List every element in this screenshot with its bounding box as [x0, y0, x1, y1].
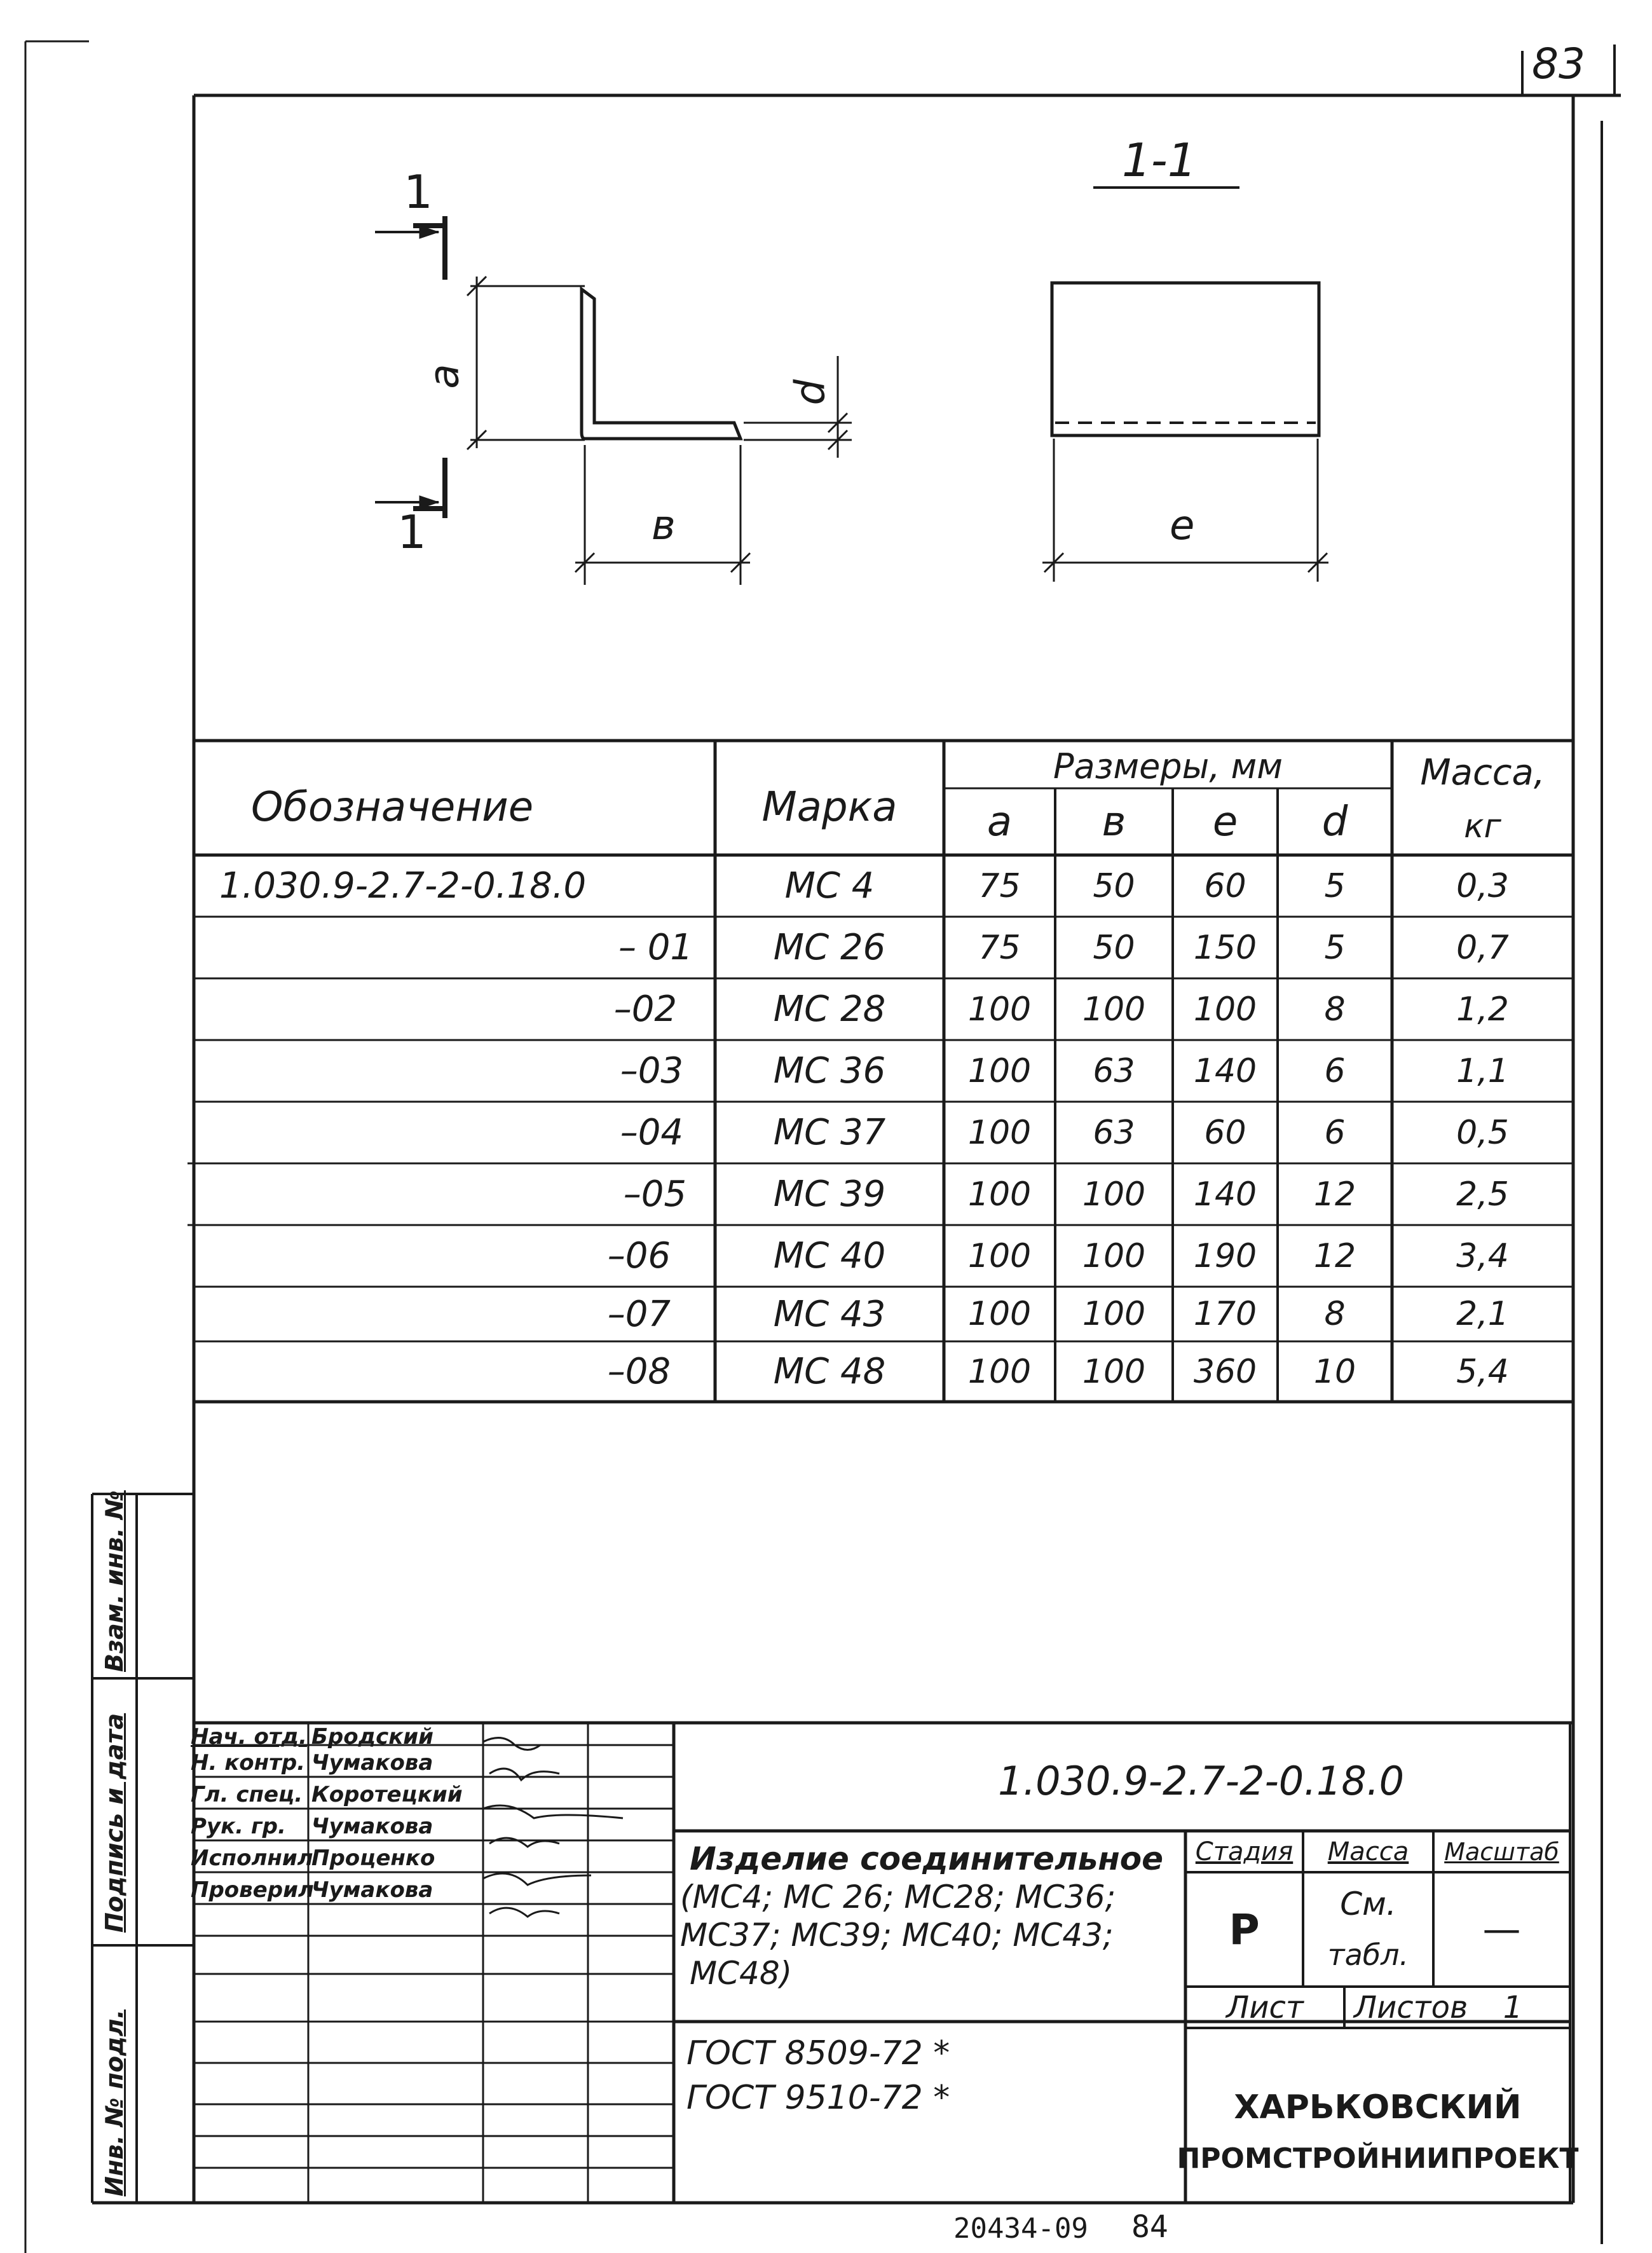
section-title: 1-1	[1122, 134, 1197, 187]
footer-code: 20434-09	[953, 2212, 1088, 2245]
item-name-line2: (МС4; МС 26; МС28; МС36;	[680, 1879, 1116, 1915]
dimension-b-label: в	[652, 502, 676, 549]
gost-line1: ГОСТ 8509-72 *	[686, 2034, 950, 2072]
header-b: в	[1102, 798, 1126, 846]
row-b: 100	[1082, 990, 1146, 1029]
row-b: 50	[1093, 866, 1135, 905]
row-e: 140	[1193, 1175, 1257, 1214]
row-designation: 1.030.9-2.7-2-0.18.0	[219, 865, 587, 907]
row-designation: –07	[607, 1293, 671, 1335]
row-mark: МС 39	[773, 1174, 886, 1215]
signer-name: Коротецкий	[311, 1782, 463, 1807]
signer-name: Проценко	[311, 1846, 435, 1871]
row-mass: 1,1	[1456, 1051, 1509, 1090]
stage-label: Стадия	[1195, 1837, 1294, 1866]
header-mass: Масса,	[1420, 751, 1545, 793]
dimension-e-label: e	[1170, 502, 1195, 549]
row-designation: –03	[620, 1050, 683, 1092]
row-mass: 0,5	[1456, 1113, 1509, 1152]
row-designation: – 01	[618, 927, 693, 968]
row-d: 6	[1324, 1051, 1346, 1090]
row-d: 12	[1313, 1175, 1356, 1214]
row-e: 100	[1193, 990, 1257, 1029]
row-mark: МС 43	[773, 1293, 886, 1335]
header-designation: Обозначение	[251, 784, 534, 831]
org-line2: ПРОМСТРОЙНИИПРОЕКТ	[1177, 2142, 1579, 2175]
row-e: 190	[1193, 1236, 1257, 1275]
scale-value: —	[1482, 1907, 1521, 1952]
header-mark: Марка	[761, 784, 898, 831]
signer-role: Гл. спец.	[191, 1782, 303, 1807]
signer-name: Чумакова	[311, 1814, 433, 1839]
page-number: 83	[1532, 39, 1585, 88]
row-b: 63	[1093, 1051, 1135, 1090]
angle-profile	[582, 289, 741, 439]
document-code: 1.030.9-2.7-2-0.18.0	[998, 1758, 1405, 1804]
row-designation: –05	[623, 1174, 686, 1215]
row-b: 100	[1082, 1352, 1146, 1391]
header-e: e	[1212, 798, 1238, 846]
row-d: 8	[1324, 1295, 1346, 1333]
signer-name: Чумакова	[311, 1877, 433, 1903]
mass-value-line1: См.	[1340, 1886, 1396, 1922]
row-designation: –08	[607, 1351, 671, 1392]
row-e: 360	[1193, 1352, 1257, 1391]
row-a: 100	[967, 1175, 1032, 1214]
stamp-inv: Инв. № подл.	[100, 2009, 128, 2196]
row-e: 60	[1204, 1113, 1246, 1152]
org-line1: ХАРЬКОВСКИЙ	[1234, 2088, 1522, 2126]
section-mark-bottom: 1	[397, 505, 427, 559]
row-a: 100	[967, 1236, 1032, 1275]
row-b: 100	[1082, 1295, 1146, 1333]
row-d: 5	[1324, 866, 1346, 905]
row-b: 100	[1082, 1236, 1146, 1275]
row-designation: –04	[620, 1112, 683, 1153]
stamp-podpis: Подпись и дата	[100, 1713, 128, 1933]
row-e: 60	[1204, 866, 1246, 905]
section-mark-top: 1	[404, 165, 433, 219]
row-b: 50	[1093, 928, 1135, 967]
row-a: 100	[967, 1113, 1032, 1152]
row-e: 140	[1193, 1051, 1257, 1090]
signer-role: Исполнил	[191, 1846, 313, 1871]
footer-page: 84	[1131, 2209, 1168, 2245]
scale-label: Масштаб	[1444, 1837, 1559, 1866]
row-mass: 2,5	[1456, 1175, 1509, 1214]
signer-name: Чумакова	[311, 1750, 433, 1776]
row-mass: 5,4	[1456, 1352, 1509, 1391]
row-mass: 0,3	[1456, 866, 1509, 905]
row-d: 5	[1324, 928, 1346, 967]
row-mark: МС 36	[773, 1050, 886, 1092]
row-designation: –02	[613, 989, 677, 1030]
row-mark: МС 4	[784, 865, 875, 907]
stamp-vzam: Взам. инв. №	[100, 1490, 128, 1672]
row-mark: МС 40	[773, 1235, 886, 1277]
signer-role: Н. контр.	[191, 1750, 306, 1776]
row-mark: МС 37	[773, 1112, 886, 1153]
header-mass-unit: кг	[1464, 807, 1501, 846]
header-a: a	[986, 798, 1013, 846]
row-mass: 2,1	[1456, 1295, 1509, 1333]
signer-role: Нач. отд.	[191, 1724, 307, 1750]
row-b: 63	[1093, 1113, 1135, 1152]
signer-name: Бродский	[311, 1724, 433, 1750]
dimension-d-label: d	[787, 379, 835, 406]
row-a: 100	[967, 1352, 1032, 1391]
section-plate	[1052, 283, 1319, 435]
row-mass: 0,7	[1456, 928, 1509, 967]
row-a: 75	[978, 866, 1021, 905]
row-d: 12	[1313, 1236, 1356, 1275]
signer-role: Проверил	[191, 1877, 314, 1903]
header-dimensions: Размеры, мм	[1053, 746, 1283, 786]
row-mark: МС 48	[773, 1351, 886, 1392]
row-b: 100	[1082, 1175, 1146, 1214]
row-e: 170	[1193, 1295, 1257, 1333]
sheets-label: Листов	[1354, 1989, 1468, 2025]
item-name-line1: Изделие соединительное	[690, 1840, 1163, 1877]
row-d: 6	[1324, 1113, 1346, 1152]
gost-line2: ГОСТ 9510-72 *	[686, 2079, 950, 2117]
header-d: d	[1321, 798, 1348, 846]
dimension-a-label: a	[421, 364, 468, 389]
row-a: 75	[978, 928, 1021, 967]
signer-role: Рук. гр.	[191, 1814, 286, 1839]
row-d: 8	[1324, 990, 1346, 1029]
row-mark: МС 28	[773, 989, 886, 1030]
row-mass: 1,2	[1456, 990, 1509, 1029]
row-a: 100	[967, 1295, 1032, 1333]
row-e: 150	[1193, 928, 1257, 967]
mass-label: Масса	[1327, 1837, 1409, 1866]
row-designation: –06	[607, 1235, 671, 1277]
item-name-line3: МС37; МС39; МС40; МС43;	[680, 1917, 1114, 1954]
row-a: 100	[967, 1051, 1032, 1090]
signatures	[483, 1738, 623, 1917]
row-mass: 3,4	[1456, 1236, 1509, 1275]
row-d: 10	[1313, 1352, 1356, 1391]
item-name-line4: МС48)	[690, 1955, 793, 1992]
stage-value: Р	[1229, 1905, 1260, 1954]
row-mark: МС 26	[773, 927, 886, 968]
mass-value-line2: табл.	[1327, 1938, 1409, 1972]
sheet-label: Лист	[1226, 1989, 1304, 2025]
sheets-value: 1	[1503, 1989, 1523, 2025]
row-a: 100	[967, 990, 1032, 1029]
